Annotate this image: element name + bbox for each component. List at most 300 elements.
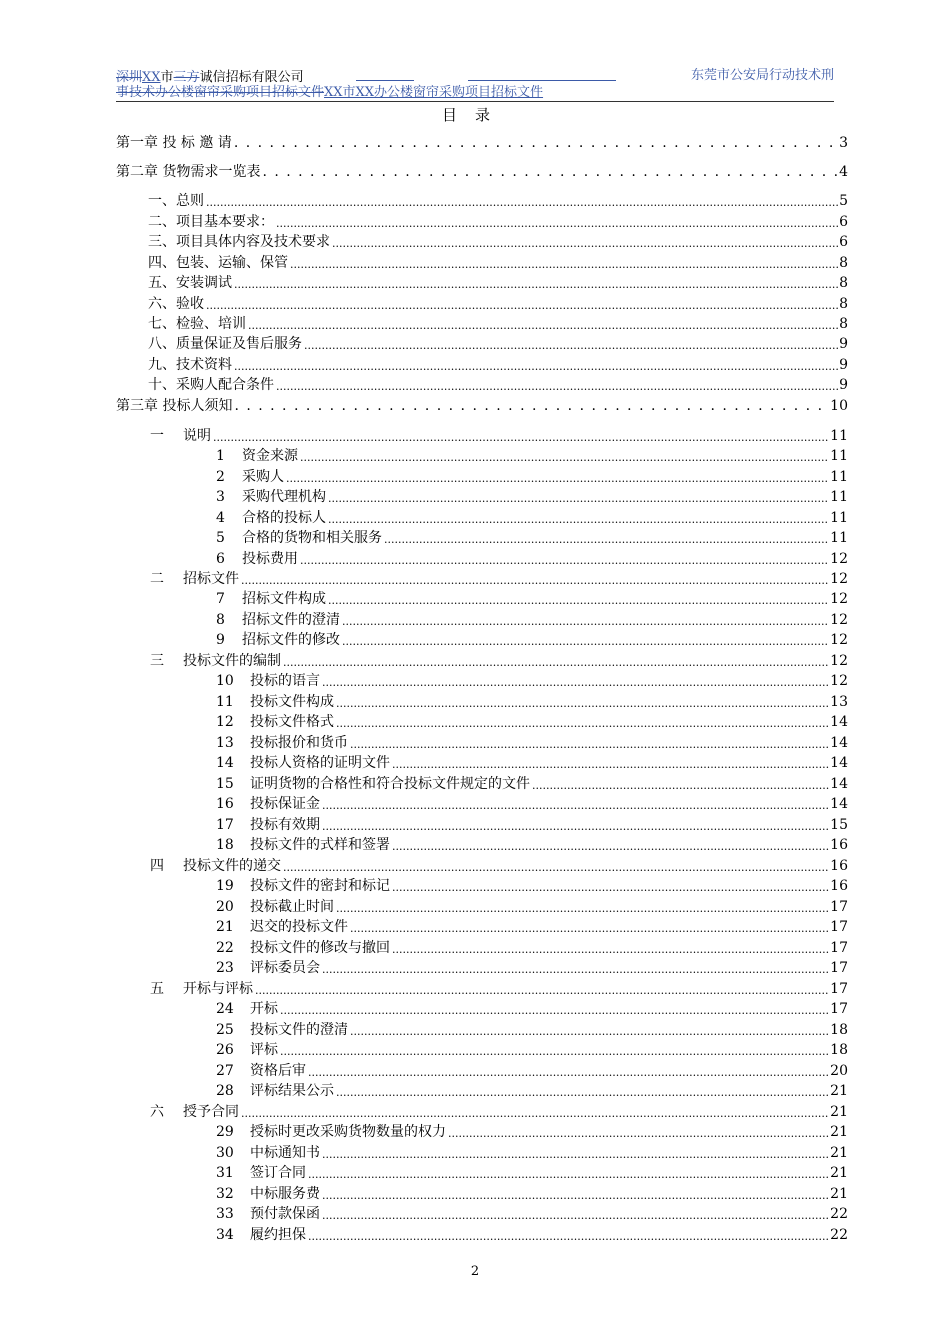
- toc-entry-text: 第二章 货物需求一览表: [116, 164, 261, 180]
- toc-entry-leader: [213, 426, 829, 446]
- toc-entry-text: 六、验收: [148, 296, 204, 312]
- toc-entry-label: [148, 314, 248, 334]
- toc-entry-page: 11: [830, 448, 848, 464]
- toc-entry[interactable]: [0, 897, 950, 917]
- toc-entry-leader: [308, 1225, 829, 1245]
- toc-entry-label: [216, 630, 342, 650]
- toc-entry-label: [148, 273, 234, 293]
- toc-entry[interactable]: [0, 692, 950, 712]
- toc-entry-number: 25: [216, 1022, 234, 1038]
- toc-entry-number: 17: [216, 817, 234, 833]
- toc-entry-label: [148, 375, 276, 395]
- toc-entry[interactable]: [0, 191, 950, 211]
- toc-entry-leader: [336, 692, 829, 712]
- toc-entry-leader: [322, 1204, 829, 1224]
- header-blank-1: [356, 68, 414, 81]
- header-blank-2: [468, 68, 616, 81]
- toc-entry-page: 21: [830, 1083, 848, 1099]
- toc-entry-leader: [322, 794, 829, 814]
- toc-entry-text: 九、技术资料: [148, 357, 232, 373]
- toc-entry-text: 合格的货物和相关服务: [242, 530, 382, 546]
- toc-entry-page: 9: [839, 336, 848, 352]
- header-line-2: [116, 85, 543, 101]
- toc-entry-label: [216, 487, 328, 507]
- toc-entry-number: 16: [216, 796, 234, 812]
- toc-entry-leader: [283, 651, 829, 671]
- toc-entry-number: 13: [216, 735, 234, 751]
- toc-entry[interactable]: [0, 610, 950, 630]
- toc-entry-page: 14: [830, 735, 848, 751]
- toc-entry-text: 八、质量保证及售后服务: [148, 336, 302, 352]
- toc-entry[interactable]: [0, 733, 950, 753]
- toc-entry-page: 21: [830, 1186, 848, 1202]
- toc-entry[interactable]: [0, 446, 950, 466]
- toc-entry-text: 第一章 投 标 邀 请: [116, 135, 232, 151]
- toc-entry-page: 11: [830, 510, 848, 526]
- toc-entry-leader: [322, 1143, 829, 1163]
- toc-entry[interactable]: [0, 671, 950, 691]
- toc-entry-label: [216, 446, 300, 466]
- toc-entry-number: 10: [216, 673, 234, 689]
- toc-entry-leader: [304, 334, 838, 354]
- toc-entry-number: 一: [150, 428, 164, 444]
- toc-entry-text: 开标: [250, 1001, 278, 1017]
- toc-entry-leader: [262, 162, 838, 182]
- toc-entry-leader: [532, 774, 829, 794]
- toc-entry-text: 二、项目基本要求：: [148, 214, 274, 230]
- toc-entry[interactable]: [0, 917, 950, 937]
- toc-entry-leader: [290, 253, 838, 273]
- toc-entry-number: 四: [150, 858, 164, 874]
- header-line-1: [116, 68, 616, 86]
- toc-entry-leader: [308, 1061, 829, 1081]
- toc-entry-page: 17: [830, 960, 848, 976]
- toc-entry-text: 一、总则: [148, 193, 204, 209]
- toc-entry-number: 19: [216, 878, 234, 894]
- toc-entry-leader: [332, 232, 838, 252]
- toc-entry-leader: [342, 610, 829, 630]
- toc-entry-page: 12: [830, 673, 848, 689]
- toc-entry-label: [216, 528, 384, 548]
- page-number: 2: [470, 1264, 480, 1279]
- toc-entry-text: 预付款保函: [250, 1206, 320, 1222]
- toc-entry-page: 20: [830, 1063, 848, 1079]
- toc-entry-number: 21: [216, 919, 234, 935]
- toc-entry-page: 16: [830, 858, 848, 874]
- toc-entry-leader: [234, 396, 829, 416]
- toc-entry-page: 12: [830, 591, 848, 607]
- toc-entry[interactable]: [0, 212, 950, 232]
- toc-entry-text: 三、项目具体内容及技术要求: [148, 234, 330, 250]
- toc-entry-page: 6: [839, 234, 848, 250]
- toc-entry-text: 合格的投标人: [242, 510, 326, 526]
- toc-entry-page: 11: [830, 489, 848, 505]
- toc-entry-number: 26: [216, 1042, 234, 1058]
- toc-entry-number: 2: [216, 469, 225, 485]
- toc-entry-text: 投标截止时间: [250, 899, 334, 915]
- toc-entry[interactable]: [0, 1122, 950, 1142]
- toc-entry-page: 12: [830, 612, 848, 628]
- toc-entry-leader: [328, 487, 829, 507]
- toc-entry-page: 21: [830, 1124, 848, 1140]
- toc-entry-text: 资格后审: [250, 1063, 306, 1079]
- toc-entry-text: 第三章 投标人须知: [116, 398, 233, 414]
- toc-entry[interactable]: [0, 1081, 950, 1101]
- toc-entry-page: 5: [839, 193, 848, 209]
- toc-entry-number: 31: [216, 1165, 234, 1181]
- toc-entry[interactable]: [0, 589, 950, 609]
- toc-entry-label: [216, 610, 342, 630]
- toc-entry-number: 六: [150, 1104, 164, 1120]
- toc-entry-page: 22: [830, 1227, 848, 1243]
- toc-entry-page: 11: [830, 428, 848, 444]
- toc-entry-label: [216, 1061, 308, 1081]
- toc-entry-label: [116, 133, 234, 153]
- toc-entry-number: 23: [216, 960, 234, 976]
- toc-entry-text: 五、安装调试: [148, 275, 232, 291]
- toc-entry[interactable]: [0, 1020, 950, 1040]
- toc-entry-label: [216, 1040, 280, 1060]
- toc-entry[interactable]: [0, 1040, 950, 1060]
- toc-entry-page: 14: [830, 796, 848, 812]
- toc-entry[interactable]: [0, 294, 950, 314]
- toc-entry-number: 12: [216, 714, 234, 730]
- toc-entry-number: 33: [216, 1206, 234, 1222]
- toc-entry-text: 招标文件的澄清: [242, 612, 340, 628]
- toc-entry-number: 18: [216, 837, 234, 853]
- toc-entry[interactable]: [0, 314, 950, 334]
- toc-entry[interactable]: [0, 876, 950, 896]
- toc-entry-label: [148, 212, 276, 232]
- toc-entry-leader: [280, 999, 829, 1019]
- toc-entry[interactable]: [0, 133, 950, 153]
- toc-entry-page: 21: [830, 1145, 848, 1161]
- toc-entry-leader: [276, 212, 838, 232]
- toc-entry[interactable]: [0, 835, 950, 855]
- toc-entry-page: 10: [830, 398, 848, 414]
- toc-entry[interactable]: [0, 528, 950, 548]
- toc-entry-text: 投标人资格的证明文件: [250, 755, 390, 771]
- toc-entry-number: 1: [216, 448, 225, 464]
- toc-entry-text: 十、采购人配合条件: [148, 377, 274, 393]
- toc-entry-number: 27: [216, 1063, 234, 1079]
- toc-entry-label: [216, 549, 300, 569]
- toc-entry-page: 14: [830, 776, 848, 792]
- toc-entry-leader: [241, 1102, 829, 1122]
- toc-entry[interactable]: [0, 712, 950, 732]
- toc-entry-label: [216, 733, 350, 753]
- toc-entry[interactable]: [0, 1184, 950, 1204]
- toc-entry-label: [216, 1225, 308, 1245]
- toc-entry-leader: [350, 733, 829, 753]
- toc-entry-text: 中标通知书: [250, 1145, 320, 1161]
- toc-entry[interactable]: [0, 549, 950, 569]
- toc-entry-page: 12: [830, 571, 848, 587]
- toc-entry-leader: [342, 630, 829, 650]
- toc-entry-text: 资金来源: [242, 448, 298, 464]
- toc-entry[interactable]: [0, 334, 950, 354]
- header-rule: [116, 101, 834, 102]
- toc-entry-number: 7: [216, 591, 225, 607]
- toc-entry-text: 开标与评标: [183, 981, 253, 997]
- toc-entry-page: 4: [839, 164, 848, 180]
- toc-entry-number: 五: [150, 981, 164, 997]
- toc-entry-text: 履约担保: [250, 1227, 306, 1243]
- header-seg-2: XX: [142, 70, 161, 85]
- toc-entry[interactable]: [0, 508, 950, 528]
- toc-entry[interactable]: [0, 938, 950, 958]
- toc-entry-label: [216, 692, 336, 712]
- toc-entry-text: 投标有效期: [250, 817, 320, 833]
- toc-entry-label: [216, 1122, 448, 1142]
- toc-entry[interactable]: [0, 1102, 950, 1122]
- toc-entry-leader: [276, 375, 838, 395]
- toc-entry-text: 评标: [250, 1042, 278, 1058]
- toc-entry[interactable]: [0, 1225, 950, 1245]
- toc-entry-page: 21: [830, 1165, 848, 1181]
- toc-entry-label: [216, 467, 286, 487]
- toc-entry-text: 投标文件的编制: [183, 653, 281, 669]
- toc-entry-label: [116, 396, 234, 416]
- toc-entry-leader: [336, 897, 829, 917]
- toc-entry-number: 8: [216, 612, 225, 628]
- toc-entry[interactable]: [0, 630, 950, 650]
- toc-entry-text: 评标结果公示: [250, 1083, 334, 1099]
- toc-entry-label: [216, 1184, 322, 1204]
- toc-entry[interactable]: [0, 651, 950, 671]
- toc-entry-text: 投标的语言: [250, 673, 320, 689]
- toc-entry-number: 22: [216, 940, 234, 956]
- toc-entry-text: 招标文件构成: [242, 591, 326, 607]
- toc-entry-number: 15: [216, 776, 234, 792]
- toc-entry[interactable]: [0, 794, 950, 814]
- toc-entry-label: [216, 876, 392, 896]
- toc-entry-label: [216, 999, 280, 1019]
- toc-entry-text: 七、检验、培训: [148, 316, 246, 332]
- toc-entry[interactable]: [0, 1143, 950, 1163]
- toc-entry-label: [216, 794, 322, 814]
- toc-entry-label: [150, 651, 283, 671]
- toc-entry-page: 15: [830, 817, 848, 833]
- toc-entry-page: 14: [830, 755, 848, 771]
- toc-entry-label: [150, 1102, 241, 1122]
- toc-entry-label: [148, 355, 234, 375]
- toc-entry-page: 18: [830, 1042, 848, 1058]
- toc-entry-text: 四、包装、运输、保管: [148, 255, 288, 271]
- toc-entry-leader: [392, 835, 829, 855]
- toc-entry-page: 11: [830, 530, 848, 546]
- toc-entry-page: 16: [830, 837, 848, 853]
- toc-entry-page: 9: [839, 377, 848, 393]
- toc-entry[interactable]: [0, 253, 950, 273]
- toc-entry-number: 30: [216, 1145, 234, 1161]
- toc-entry-label: [216, 1020, 350, 1040]
- toc-entry-leader: [328, 508, 829, 528]
- toc-entry-label: [216, 835, 392, 855]
- toc-entry-text: 中标服务费: [250, 1186, 320, 1202]
- toc-entry-label: [116, 162, 262, 182]
- toc-entry-text: 投标文件的修改与撤回: [250, 940, 390, 956]
- toc-entry-leader: [392, 938, 829, 958]
- header-line2-struck: 事技术办公楼窗帘采购项目招标文件: [116, 85, 325, 100]
- toc-entry-text: 投标保证金: [250, 796, 320, 812]
- toc-entry-number: 20: [216, 899, 234, 915]
- toc-entry-page: 17: [830, 899, 848, 915]
- toc-entry-page: 17: [830, 919, 848, 935]
- toc-entry-leader: [300, 446, 829, 466]
- toc-entry-label: [216, 589, 328, 609]
- toc-entry-number: 三: [150, 653, 164, 669]
- toc-entry-leader: [308, 1163, 829, 1183]
- toc-entry-label: [216, 1163, 308, 1183]
- toc-entry-page: 6: [839, 214, 848, 230]
- header-line2-new: XX市XX办公楼窗帘采购项目招标文件: [324, 85, 544, 100]
- toc-entry-text: 证明货物的合格性和符合投标文件规定的文件: [250, 776, 530, 792]
- toc-entry-text: 投标文件的澄清: [250, 1022, 348, 1038]
- toc-entry-page: 18: [830, 1022, 848, 1038]
- toc-entry[interactable]: [0, 569, 950, 589]
- toc-entry-leader: [392, 876, 829, 896]
- toc-entry[interactable]: [0, 856, 950, 876]
- toc-entry-text: 投标文件构成: [250, 694, 334, 710]
- toc-entry[interactable]: [0, 774, 950, 794]
- toc-entry-leader: [241, 569, 829, 589]
- toc-entry-label: [148, 334, 304, 354]
- toc-entry-page: 8: [839, 255, 848, 271]
- toc-entry[interactable]: [0, 355, 950, 375]
- toc-entry-page: 17: [830, 981, 848, 997]
- toc-entry-label: [216, 671, 322, 691]
- toc-entry-leader: [206, 294, 838, 314]
- toc-entry-leader: [350, 917, 829, 937]
- toc-entry-page: 12: [830, 632, 848, 648]
- toc-entry-page: 8: [839, 316, 848, 332]
- header-right-text: 东莞市公安局行动技术刑: [690, 68, 834, 83]
- toc-entry-page: 9: [839, 357, 848, 373]
- toc-entry-label: [148, 253, 290, 273]
- toc-entry-text: 投标费用: [242, 551, 298, 567]
- toc-entry-text: 授予合同: [183, 1104, 239, 1120]
- toc-entry-page: 3: [839, 135, 848, 151]
- toc-entry-leader: [234, 133, 838, 153]
- toc-entry-label: [150, 979, 255, 999]
- toc-entry-number: 29: [216, 1124, 234, 1140]
- toc-entry-page: 11: [830, 469, 848, 485]
- toc-entry-leader: [206, 191, 838, 211]
- toc-entry-number: 5: [216, 530, 225, 546]
- toc-entry[interactable]: [0, 426, 950, 446]
- toc-entry-number: 6: [216, 551, 225, 567]
- toc-entry-text: 招标文件: [183, 571, 239, 587]
- toc-entry-leader: [322, 671, 829, 691]
- toc-entry-number: 9: [216, 632, 225, 648]
- toc-entry[interactable]: [0, 999, 950, 1019]
- toc-entry[interactable]: [0, 487, 950, 507]
- toc-entry[interactable]: [0, 1163, 950, 1183]
- toc-entry-number: 11: [216, 694, 234, 710]
- toc-entry[interactable]: [0, 753, 950, 773]
- toc-entry-text: 招标文件的修改: [242, 632, 340, 648]
- toc-entry-label: [150, 426, 213, 446]
- toc-entry-leader: [248, 314, 838, 334]
- toc-entry[interactable]: [0, 273, 950, 293]
- toc-entry-label: [216, 958, 322, 978]
- toc-entry-leader: [234, 355, 838, 375]
- toc-entry-number: 24: [216, 1001, 234, 1017]
- toc-entry[interactable]: [0, 162, 950, 182]
- toc-entry-leader: [286, 467, 829, 487]
- toc-entry-text: 采购代理机构: [242, 489, 326, 505]
- toc-entry-label: [216, 1143, 322, 1163]
- toc-entry-page: 22: [830, 1206, 848, 1222]
- toc-entry-text: 投标文件的密封和标记: [250, 878, 390, 894]
- toc-entry-label: [216, 938, 392, 958]
- toc-entry-label: [216, 753, 392, 773]
- toc-entry[interactable]: [0, 232, 950, 252]
- toc-entry-leader: [322, 958, 829, 978]
- toc-entry-leader: [322, 1184, 829, 1204]
- toc-entry-page: 17: [830, 940, 848, 956]
- toc-entry-label: [148, 294, 206, 314]
- toc-entry-text: 评标委员会: [250, 960, 320, 976]
- toc-entry-leader: [322, 815, 829, 835]
- header-seg-4: 三方: [173, 70, 200, 85]
- toc-entry-leader: [384, 528, 829, 548]
- toc-entry-leader: [336, 712, 829, 732]
- toc-entry-text: 采购人: [242, 469, 284, 485]
- toc-entry-leader: [234, 273, 838, 293]
- toc-entry[interactable]: [0, 958, 950, 978]
- header-seg-5: 诚信招标有限公司: [199, 70, 304, 85]
- toc-entry-label: [216, 917, 350, 937]
- toc-entry-text: 投标报价和货币: [250, 735, 348, 751]
- toc-entry-page: 12: [830, 653, 848, 669]
- toc-entry-label: [216, 774, 532, 794]
- toc-entry[interactable]: [0, 1061, 950, 1081]
- toc-entry-label: [216, 815, 322, 835]
- toc-entry-label: [216, 1081, 336, 1101]
- toc-entry-label: [216, 712, 336, 732]
- toc-entry-leader: [283, 856, 829, 876]
- toc-entry-label: [216, 1204, 322, 1224]
- toc-entry-label: [148, 232, 332, 252]
- toc-entry-number: 4: [216, 510, 225, 526]
- toc-entry[interactable]: [0, 467, 950, 487]
- toc-entry-page: 12: [830, 551, 848, 567]
- toc-entry[interactable]: [0, 1204, 950, 1224]
- toc-entry-label: [216, 508, 328, 528]
- toc-entry-leader: [336, 1081, 829, 1101]
- page-header: [116, 68, 834, 104]
- toc-entry-text: 说明: [183, 428, 211, 444]
- toc-entry-leader: [255, 979, 829, 999]
- toc-entry-page: 13: [830, 694, 848, 710]
- toc-entry-number: 3: [216, 489, 225, 505]
- toc-entry[interactable]: [0, 815, 950, 835]
- toc-entry[interactable]: [0, 396, 950, 416]
- toc-entry[interactable]: [0, 979, 950, 999]
- toc-entry-leader: [350, 1020, 829, 1040]
- toc-entry-page: 17: [830, 1001, 848, 1017]
- toc-entry-number: 34: [216, 1227, 234, 1243]
- toc-entry-page: 14: [830, 714, 848, 730]
- toc-entry-text: 投标文件的递交: [183, 858, 281, 874]
- header-seg-1: 深圳: [116, 70, 143, 85]
- toc-title: 目录: [441, 106, 508, 124]
- toc-entry[interactable]: [0, 375, 950, 395]
- toc-entry-number: 28: [216, 1083, 234, 1099]
- toc-entry-text: 授标时更改采购货物数量的权力: [250, 1124, 446, 1140]
